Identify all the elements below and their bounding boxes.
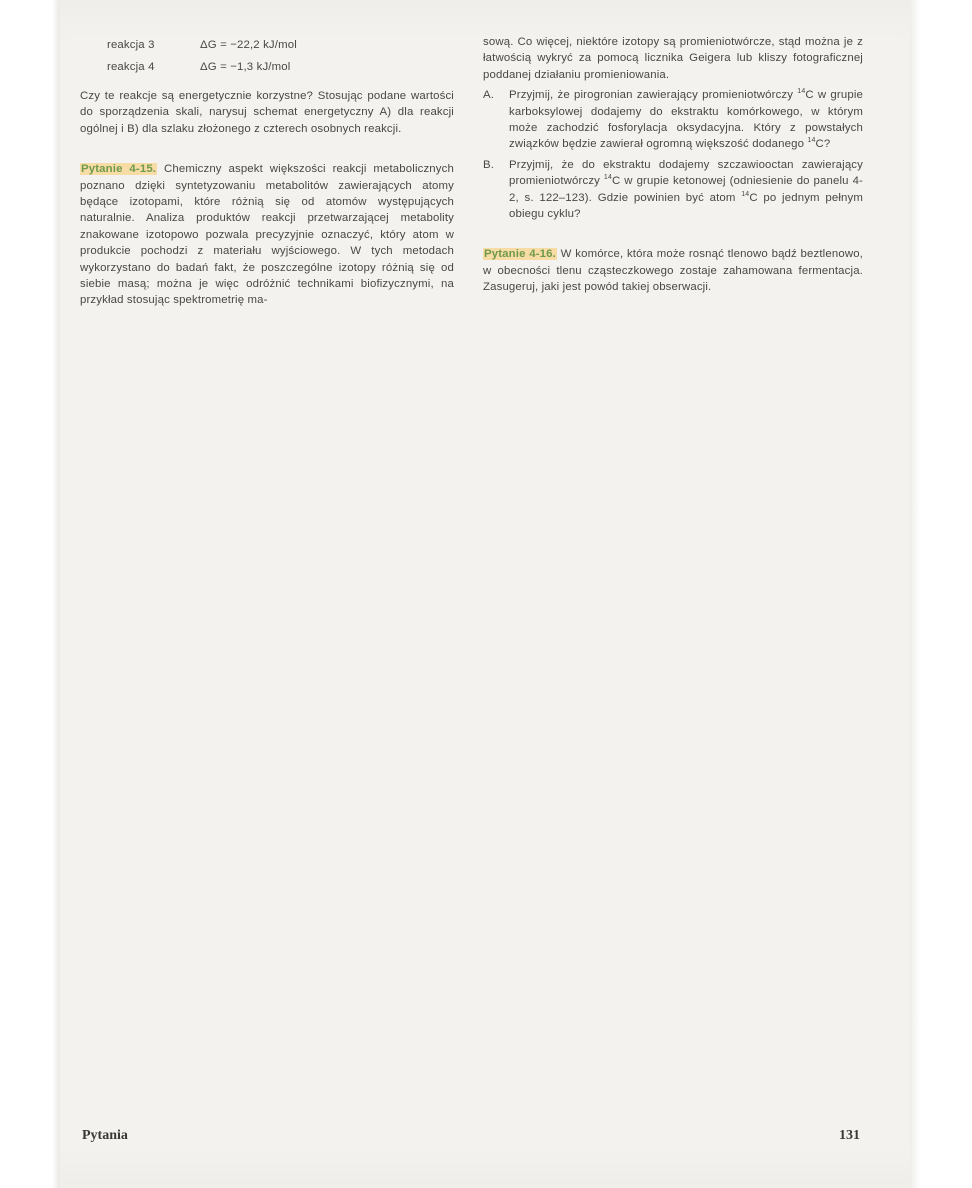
sub-question-letter: A. — [483, 89, 495, 102]
reaction-name: reakcja 3 — [107, 38, 155, 51]
isotope-superscript: 14 — [741, 190, 750, 198]
right-column — [483, 34, 863, 296]
sub-question-b — [483, 157, 863, 223]
reaction-delta-g: ΔG = −22,2 kJ/mol — [200, 38, 297, 51]
running-footer-section: Pytania — [82, 1128, 128, 1143]
question-4-15 — [80, 161, 454, 309]
intro-paragraph: Czy te reakcje są energetycznie korzystne? Stosując podane wartości do sporządzenia skali, narysuj schemat energetyczny A) dla reakcji ogólnej i B) dla szlaku złożonego z czterech osobnych reakcji. — [80, 90, 454, 135]
question-label: Pytanie 4-16. — [484, 248, 556, 261]
left-column — [80, 34, 454, 309]
text-run: C? — [815, 138, 831, 151]
isotope-superscript: 14 — [807, 137, 816, 145]
reaction-name: reakcja 4 — [107, 60, 155, 73]
page-margin-right — [910, 0, 972, 1188]
sub-question-letter: B. — [483, 158, 495, 171]
text-run: C po jednym pełnym obiegu cyklu? — [509, 191, 863, 221]
question-4-16 — [483, 246, 863, 295]
sub-question-a — [483, 87, 863, 153]
text-run: C w grupie ketonowej (odniesienie do panelu 4-2, s. 122–123). Gdzie powinien być atom — [509, 175, 863, 204]
text-run: Przyjmij, że pirogronian zawierający promieniotwórczy — [509, 89, 798, 102]
text-run: Przyjmij, że do ekstraktu dodajemy szczawiooctan zawierający promieniotwórczy — [509, 158, 863, 188]
question-text: W komórce, która może rosnąć tlenowo bądź beztlenowo, w obecności tlenu cząsteczkowego zostaje zahamowana fermentacja. Zasugeruj, jaki jest powód takiej obserwacji. — [483, 248, 863, 294]
sub-question-text — [509, 87, 863, 153]
sub-question-text — [509, 157, 863, 223]
page-margin-left — [0, 0, 60, 1188]
text-run: C w grupie karboksylowej dodajemy do ekstraktu komórkowego, w którym może zachodzić fosforylacja oksydacyjna. Który z powstałych związków będzie zawierał ogromną większość dodanego — [509, 89, 863, 151]
isotope-superscript: 14 — [797, 88, 806, 96]
reaction-delta-g: ΔG = −1,3 kJ/mol — [200, 60, 291, 73]
reaction-row — [80, 34, 454, 56]
question-text: Chemiczny aspekt większości reakcji metabolicznych poznano dzięki syntetyzowaniu metabolitów zawierających atomy będące izotopami, które różnią się od atomów występujących naturalnie. Analiza produktów reakcji przetwarzającej metabolity znakowane izotopowo pozwala precyzyjnie oznaczyć, który atom w produkcie pochodzi z materiału wyjściowego. W tych metodach wykorzystano do badań fakt, że poszczególne izotopy różnią się od siebie masą; można je więc odróżnić technikami biofizycznymi, na przykład stosując spektrometrię ma- — [80, 163, 454, 307]
continuation-paragraph: sową. Co więcej, niektóre izotopy są promieniotwórcze, stąd można je z łatwością wykryć za pomocą licznika Geigera lub kliszy fotograficznej poddanej działaniu promieniowania. — [483, 36, 863, 81]
page-number: 131 — [839, 1128, 860, 1143]
reaction-row — [80, 56, 454, 78]
isotope-superscript: 14 — [603, 174, 613, 182]
question-label: Pytanie 4-15. — [81, 163, 157, 176]
